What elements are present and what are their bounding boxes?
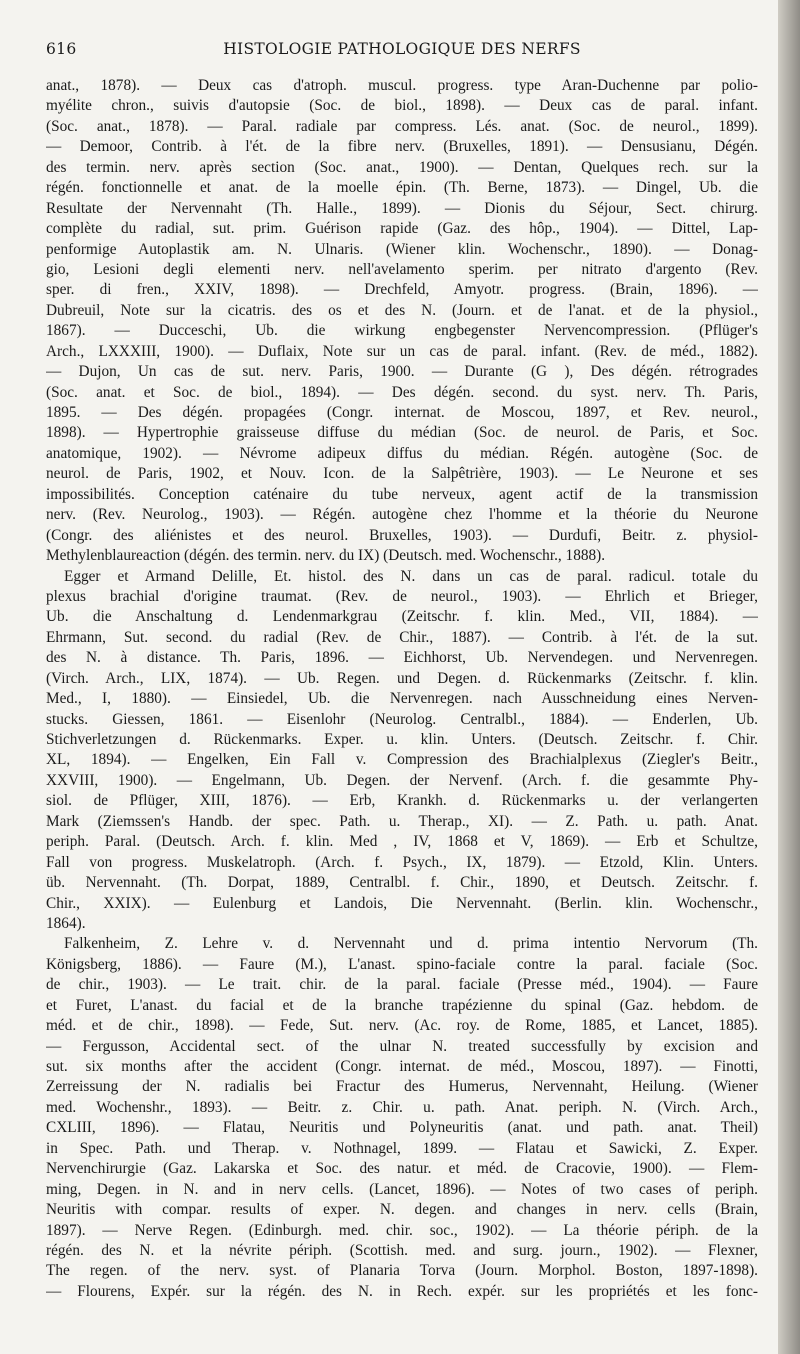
text-line: 1895. — Des dégén. propagées (Congr. internat. de Moscou, 1897, et Rev. neurol., [46, 404, 758, 421]
text-line: — Flourens, Expér. sur la régén. des N. in Rech. expér. sur les propriétés et les fonc- [46, 1282, 758, 1300]
text-line: Neuritis with compar. results of exper. N. degen. and changes in nerv. cells (Brain, [46, 1201, 758, 1219]
text-line: Ehrmann, Sut. second. du radial (Rev. de Chir., 1887). — Contrib. à l'ét. de la sut. [46, 628, 758, 646]
text-line: CXLIII, 1896). — Flatau, Neuritis und Polyneuritis (anat. und path. anat. Theil) [46, 1119, 758, 1137]
text-line: complète du radial, sut. prim. Guérison rapide (Gaz. des hôp., 1904). — Dittel, Lap- [46, 220, 758, 238]
text-line: (Soc. anat. et Soc. de biol., 1894). — Des dégén. second. du syst. nerv. Th. Paris, [46, 383, 758, 401]
text-line: sper. di fren., XXIV, 1898). — Drechfeld, Amyotr. progress. (Brain, 1896). — [46, 281, 758, 299]
text-line: (Soc. anat., 1878). — Paral. radiale par compress. Lés. anat. (Soc. de neurol., 1899). [46, 117, 758, 135]
text-line: méd. et de chir., 1898). — Fede, Sut. nerv. (Ac. roy. de Rome, 1885, et Lancet, 1885). [46, 1017, 758, 1035]
text-line: stucks. Giessen, 1861. — Eisenlohr (Neurolog. Centralbl., 1884). — Enderlen, Ub. [46, 710, 758, 728]
text-line: penformige Autoplastik am. N. Ulnaris. (Wiener klin. Wochenschr., 1890). — Donag- [46, 240, 758, 258]
text-line: nerv. (Rev. Neurolog., 1903). — Régén. autogène chez l'homme et la théorie du Neurone [46, 506, 758, 524]
text-line: Egger et Armand Delille, Et. histol. des N. dans un cas de paral. radicul. totale du [64, 567, 758, 585]
text-line: — Demoor, Contrib. à l'ét. de la fibre nerv. (Bruxelles, 1891). — Densusianu, Dégén. [46, 138, 758, 156]
text-line: XXVIII, 1900). — Engelmann, Ub. Degen. der Nervenf. (Arch. f. die gesammte Phy- [46, 771, 758, 789]
text-line: 1897). — Nerve Regen. (Edinburgh. med. chir. soc., 1902). — La théorie périph. de la [46, 1221, 758, 1239]
text-line: des N. à distance. Th. Paris, 1896. — Eichhorst, Ub. Nervendegen. und Nervenregen. [46, 649, 758, 667]
text-line: — Dujon, Un cas de sut. nerv. Paris, 1900. — Durante (G ), Des dégén. rétrogrades [46, 363, 758, 381]
text-line: neurol. de Paris, 1902, et Nouv. Icon. de la Salpêtrière, 1903). — Le Neurone et ses [46, 465, 758, 483]
text-line: Resultate der Nervennaht (Th. Halle., 1899). — Dionis du Séjour, Sect. chirurg. [46, 199, 758, 217]
text-line: myélite chron., suivis d'autopsie (Soc. de biol., 1898). — Deux cas de paral. infant. [46, 97, 758, 115]
text-line: Chir., XXIX). — Eulenburg et Landois, Die Nervennaht. (Berlin. klin. Wochenschr., [46, 894, 758, 912]
running-title: HISTOLOGIE PATHOLOGIQUE DES NERFS [223, 40, 581, 58]
text-line: Fall von progress. Muskelatroph. (Arch. f. Psych., IX, 1879). — Etzold, Klin. Unters. [46, 853, 758, 871]
text-line: med. Wochenshr., 1893). — Beitr. z. Chir. u. path. Anat. periph. N. (Virch. Arch., [46, 1098, 758, 1116]
text-line: impossibilités. Conception caténaire du tube nerveux, agent actif de la transmission [46, 485, 758, 503]
text-line: de chir., 1903). — Le trait. chir. de la paral. faciale (Presse méd., 1904). — Faure [46, 976, 758, 994]
text-line: gio, Lesioni degli elementi nerv. nell'avelamento sperim. per nitrato d'argento (Rev. [46, 260, 758, 278]
text-line: in Spec. Path. und Therap. v. Nothnagel, 1899. — Flatau et Sawicki, Z. Exper. [46, 1139, 758, 1157]
text-line: (Congr. des aliénistes et des neurol. Bruxelles, 1903). — Durdufi, Beitr. z. physiol- [46, 526, 758, 544]
text-line: Ub. die Anschaltung d. Lendenmarkgrau (Zeitschr. f. klin. Med., VII, 1884). — [46, 608, 758, 626]
page-edge-shadow [778, 0, 800, 1354]
text-line: Königsberg, 1886). — Faure (M.), L'anast. spino-faciale contre la paral. faciale (Soc. [46, 955, 758, 973]
bibliography-text [46, 76, 758, 1302]
text-line: Methylenblaureaction (dégén. des termin. nerv. du IX) (Deutsch. med. Wochenschr., 1888). [46, 547, 606, 565]
text-line: Dubreuil, Note sur la cicatris. des os et des N. (Journ. et de l'anat. et de la physiol., [46, 301, 758, 319]
text-line: Med., I, 1880). — Einsiedel, Ub. die Nervenregen. nach Ausschneidung eines Nerven- [46, 690, 758, 708]
text-line: et Furet, L'anast. du facial et de la branche trapézienne du spinal (Gaz. hebdom. de [46, 996, 758, 1014]
text-line: XL, 1894). — Engelken, Ein Fall v. Compression des Brachialplexus (Ziegler's Beitr., [46, 751, 758, 769]
text-line: Nervenchirurgie (Gaz. Lakarska et Soc. des natur. et méd. de Cracovie, 1900). — Flem- [46, 1160, 758, 1178]
page-header [46, 40, 758, 62]
text-line: 1864). [46, 914, 86, 932]
text-line: Arch., LXXXIII, 1900). — Duflaix, Note sur un cas de paral. infant. (Rev. de méd., 1882). [46, 342, 758, 360]
text-line: Zerreissung der N. radialis bei Fractur des Humerus, Nervennaht, Heilung. (Wiener [46, 1078, 758, 1096]
text-line: Stichverletzungen d. Rückenmarks. Exper. u. klin. Unters. (Deutsch. Zeitschr. f. Chir. [46, 731, 758, 748]
text-line: anat., 1878). — Deux cas d'atroph. muscul. progress. type Aran-Duchenne par polio- [46, 77, 758, 94]
text-line: ming, Degen. in N. and in nerv cells. (Lancet, 1896). — Notes of two cases of periph. [46, 1180, 758, 1198]
text-line: plexus brachial d'origine traumat. (Rev. de neurol., 1903). — Ehrlich et Brieger, [46, 587, 758, 605]
text-line: periph. Paral. (Deutsch. Arch. f. klin. Med , IV, 1868 et V, 1869). — Erb et Schultze, [46, 833, 758, 851]
text-line: Mark (Ziemssen's Handb. der spec. Path. u. Therap., XI). — Z. Path. u. path. Anat. [46, 812, 758, 830]
page-number: 616 [46, 40, 77, 58]
text-line: régén. fonctionnelle et anat. de la moelle épin. (Th. Berne, 1873). — Dingel, Ub. die [46, 179, 758, 197]
text-line: üb. Nervennaht. (Th. Dorpat, 1889, Centralbl. f. Chir., 1890, et Deutsch. Zeitschr. f. [46, 874, 758, 892]
text-line: — Fergusson, Accidental sect. of the ulnar N. treated successfully by excision and [46, 1037, 758, 1055]
text-line: (Virch. Arch., LIX, 1874). — Ub. Regen. und Degen. d. Rückenmarks (Zeitschr. f. klin. [46, 669, 758, 687]
text-line: 1898). — Hypertrophie graisseuse diffuse du médian (Soc. de neurol. de Paris, et Soc. [46, 424, 758, 442]
text-line: The regen. of the nerv. syst. of Planaria Torva (Journ. Morphol. Boston, 1897-1898). [46, 1262, 758, 1280]
text-line: siol. de Pflüger, XIII, 1876). — Erb, Krankh. d. Rückenmarks u. der verlangerten [46, 792, 758, 810]
text-line: 1867). — Ducceschi, Ub. die wirkung engbegenster Nervencompression. (Pflüger's [46, 322, 758, 340]
text-line: régén. des N. et la névrite périph. (Scottish. med. and surg. journ., 1902). — Flexner, [46, 1241, 758, 1259]
text-line: Falkenheim, Z. Lehre v. d. Nervennaht und d. prima intentio Nervorum (Th. [64, 935, 758, 953]
text-line: des termin. nerv. après section (Soc. anat., 1900). — Dentan, Quelques rech. sur la [46, 158, 758, 176]
text-line: anatomique, 1902). — Névrome adipeux diffus du médian. Régén. autogène (Soc. de [46, 444, 758, 462]
text-line: sut. six months after the accident (Congr. internat. de méd., Moscou, 1897). — Finotti, [46, 1058, 758, 1075]
